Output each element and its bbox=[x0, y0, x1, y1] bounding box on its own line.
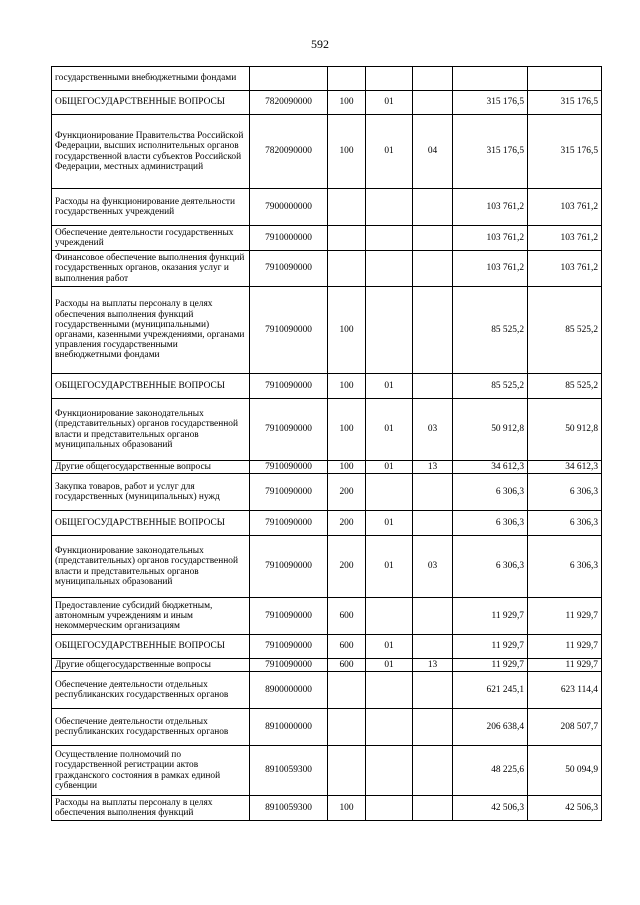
table-row bbox=[52, 251, 602, 287]
cell-target-code: 7910090000 bbox=[250, 598, 328, 635]
cell-subsection: 03 bbox=[413, 399, 453, 461]
cell-amount-1: 85 525,2 bbox=[453, 374, 528, 399]
cell-amount-2: 34 612,3 bbox=[528, 461, 602, 474]
cell-subsection bbox=[413, 746, 453, 796]
table-row bbox=[52, 635, 602, 659]
table-row bbox=[52, 67, 602, 91]
cell-amount-2: 103 761,2 bbox=[528, 189, 602, 226]
cell-expense-type bbox=[328, 226, 366, 251]
cell-name: ОБЩЕГОСУДАРСТВЕННЫЕ ВОПРОСЫ bbox=[52, 635, 250, 659]
cell-expense-type: 100 bbox=[328, 287, 366, 374]
cell-amount-2: 315 176,5 bbox=[528, 91, 602, 115]
cell-target-code bbox=[250, 67, 328, 91]
cell-name: Расходы на функционирование деятельности государственных учреждений bbox=[52, 189, 250, 226]
table-row bbox=[52, 511, 602, 536]
table-row bbox=[52, 374, 602, 399]
cell-section bbox=[366, 251, 413, 287]
cell-expense-type: 200 bbox=[328, 474, 366, 511]
cell-amount-1: 315 176,5 bbox=[453, 91, 528, 115]
table-row bbox=[52, 796, 602, 821]
cell-amount-1: 103 761,2 bbox=[453, 226, 528, 251]
cell-amount-2: 103 761,2 bbox=[528, 251, 602, 287]
cell-target-code: 7910090000 bbox=[250, 659, 328, 672]
cell-subsection bbox=[413, 374, 453, 399]
cell-amount-1: 34 612,3 bbox=[453, 461, 528, 474]
cell-amount-2 bbox=[528, 67, 602, 91]
cell-amount-2: 6 306,3 bbox=[528, 536, 602, 598]
cell-target-code: 7910090000 bbox=[250, 474, 328, 511]
cell-expense-type: 100 bbox=[328, 796, 366, 821]
cell-name: Функционирование Правительства Российской Федерации, высших исполнительных органов государственной власти субъектов Российской Федерации, местных администраций bbox=[52, 115, 250, 189]
table-row bbox=[52, 474, 602, 511]
cell-target-code: 7900000000 bbox=[250, 189, 328, 226]
cell-subsection bbox=[413, 796, 453, 821]
cell-amount-2: 42 506,3 bbox=[528, 796, 602, 821]
cell-target-code: 7910090000 bbox=[250, 287, 328, 374]
cell-expense-type: 100 bbox=[328, 91, 366, 115]
cell-amount-2: 85 525,2 bbox=[528, 287, 602, 374]
cell-amount-1: 103 761,2 bbox=[453, 189, 528, 226]
cell-section bbox=[366, 189, 413, 226]
table-row bbox=[52, 91, 602, 115]
cell-name: Закупка товаров, работ и услуг для государственных (муниципальных) нужд bbox=[52, 474, 250, 511]
cell-subsection bbox=[413, 635, 453, 659]
cell-section bbox=[366, 746, 413, 796]
cell-amount-1: 315 176,5 bbox=[453, 115, 528, 189]
cell-subsection bbox=[413, 91, 453, 115]
cell-expense-type: 100 bbox=[328, 374, 366, 399]
table-row bbox=[52, 746, 602, 796]
cell-name: Расходы на выплаты персоналу в целях обеспечения выполнения функций государственными (муниципальными) органами, казенными учреждениями, органами управления государственными внебюджетными фондами bbox=[52, 287, 250, 374]
cell-expense-type: 200 bbox=[328, 511, 366, 536]
cell-amount-1: 42 506,3 bbox=[453, 796, 528, 821]
cell-section bbox=[366, 474, 413, 511]
cell-subsection: 04 bbox=[413, 115, 453, 189]
cell-target-code: 8910059300 bbox=[250, 746, 328, 796]
cell-expense-type: 600 bbox=[328, 635, 366, 659]
cell-section bbox=[366, 796, 413, 821]
cell-expense-type: 200 bbox=[328, 536, 366, 598]
cell-target-code: 7910090000 bbox=[250, 635, 328, 659]
cell-section bbox=[366, 226, 413, 251]
cell-amount-2: 208 507,7 bbox=[528, 709, 602, 746]
cell-target-code: 7820090000 bbox=[250, 91, 328, 115]
cell-amount-2: 315 176,5 bbox=[528, 115, 602, 189]
cell-target-code: 7820090000 bbox=[250, 115, 328, 189]
cell-expense-type: 100 bbox=[328, 115, 366, 189]
cell-section: 01 bbox=[366, 536, 413, 598]
cell-target-code: 8910000000 bbox=[250, 709, 328, 746]
cell-amount-1: 85 525,2 bbox=[453, 287, 528, 374]
table-row bbox=[52, 115, 602, 189]
cell-subsection bbox=[413, 598, 453, 635]
cell-subsection bbox=[413, 511, 453, 536]
cell-name: Обеспечение деятельности отдельных республиканских государственных органов bbox=[52, 709, 250, 746]
cell-section: 01 bbox=[366, 399, 413, 461]
cell-name: ОБЩЕГОСУДАРСТВЕННЫЕ ВОПРОСЫ bbox=[52, 374, 250, 399]
cell-amount-2: 6 306,3 bbox=[528, 511, 602, 536]
cell-expense-type: 100 bbox=[328, 461, 366, 474]
table-row bbox=[52, 226, 602, 251]
cell-subsection bbox=[413, 189, 453, 226]
cell-amount-1: 206 638,4 bbox=[453, 709, 528, 746]
cell-amount-2: 103 761,2 bbox=[528, 226, 602, 251]
cell-expense-type bbox=[328, 251, 366, 287]
cell-expense-type: 100 bbox=[328, 399, 366, 461]
cell-amount-1: 6 306,3 bbox=[453, 511, 528, 536]
cell-amount-1: 11 929,7 bbox=[453, 598, 528, 635]
cell-expense-type: 600 bbox=[328, 659, 366, 672]
cell-subsection bbox=[413, 672, 453, 709]
cell-subsection: 03 bbox=[413, 536, 453, 598]
cell-subsection bbox=[413, 251, 453, 287]
cell-subsection: 13 bbox=[413, 659, 453, 672]
cell-amount-1: 6 306,3 bbox=[453, 536, 528, 598]
cell-name: ОБЩЕГОСУДАРСТВЕННЫЕ ВОПРОСЫ bbox=[52, 91, 250, 115]
cell-section: 01 bbox=[366, 659, 413, 672]
cell-section bbox=[366, 709, 413, 746]
cell-section: 01 bbox=[366, 115, 413, 189]
cell-expense-type bbox=[328, 67, 366, 91]
cell-target-code: 7910090000 bbox=[250, 461, 328, 474]
cell-section bbox=[366, 598, 413, 635]
cell-amount-1: 48 225,6 bbox=[453, 746, 528, 796]
cell-section: 01 bbox=[366, 374, 413, 399]
cell-amount-1 bbox=[453, 67, 528, 91]
cell-amount-1: 11 929,7 bbox=[453, 635, 528, 659]
cell-target-code: 7910090000 bbox=[250, 251, 328, 287]
table-row bbox=[52, 536, 602, 598]
cell-name: Другие общегосударственные вопросы bbox=[52, 461, 250, 474]
cell-expense-type bbox=[328, 709, 366, 746]
cell-amount-2: 50 094,9 bbox=[528, 746, 602, 796]
table-row bbox=[52, 672, 602, 709]
cell-amount-2: 11 929,7 bbox=[528, 598, 602, 635]
cell-name: ОБЩЕГОСУДАРСТВЕННЫЕ ВОПРОСЫ bbox=[52, 511, 250, 536]
cell-name: Функционирование законодательных (представительных) органов государственной власти и представительных органов муниципальных образований bbox=[52, 399, 250, 461]
page-number: 592 bbox=[311, 37, 329, 51]
table-row bbox=[52, 598, 602, 635]
cell-target-code: 8900000000 bbox=[250, 672, 328, 709]
table-row bbox=[52, 659, 602, 672]
cell-expense-type bbox=[328, 189, 366, 226]
cell-target-code: 7910090000 bbox=[250, 536, 328, 598]
cell-name: Осуществление полномочий по государственной регистрации актов гражданского состояния в рамках единой субвенции bbox=[52, 746, 250, 796]
cell-subsection: 13 bbox=[413, 461, 453, 474]
cell-amount-1: 6 306,3 bbox=[453, 474, 528, 511]
cell-expense-type bbox=[328, 672, 366, 709]
cell-target-code: 7910090000 bbox=[250, 511, 328, 536]
cell-subsection bbox=[413, 709, 453, 746]
cell-name: Другие общегосударственные вопросы bbox=[52, 659, 250, 672]
table-row bbox=[52, 399, 602, 461]
cell-amount-2: 11 929,7 bbox=[528, 635, 602, 659]
cell-name: Предоставление субсидий бюджетным, автономным учреждениям и иным некоммерческим организациям bbox=[52, 598, 250, 635]
cell-section bbox=[366, 672, 413, 709]
cell-amount-2: 6 306,3 bbox=[528, 474, 602, 511]
cell-section: 01 bbox=[366, 511, 413, 536]
cell-subsection bbox=[413, 226, 453, 251]
cell-amount-1: 11 929,7 bbox=[453, 659, 528, 672]
budget-table bbox=[51, 66, 602, 821]
cell-amount-1: 103 761,2 bbox=[453, 251, 528, 287]
cell-subsection bbox=[413, 287, 453, 374]
cell-amount-1: 50 912,8 bbox=[453, 399, 528, 461]
cell-amount-1: 621 245,1 bbox=[453, 672, 528, 709]
cell-amount-2: 623 114,4 bbox=[528, 672, 602, 709]
table-row bbox=[52, 287, 602, 374]
cell-expense-type: 600 bbox=[328, 598, 366, 635]
cell-amount-2: 85 525,2 bbox=[528, 374, 602, 399]
cell-target-code: 8910059300 bbox=[250, 796, 328, 821]
cell-section bbox=[366, 67, 413, 91]
cell-expense-type bbox=[328, 746, 366, 796]
cell-name: Функционирование законодательных (представительных) органов государственной власти и представительных органов муниципальных образований bbox=[52, 536, 250, 598]
cell-name: Расходы на выплаты персоналу в целях обеспечения выполнения функций bbox=[52, 796, 250, 821]
cell-name: Обеспечение деятельности отдельных республиканских государственных органов bbox=[52, 672, 250, 709]
cell-target-code: 7910000000 bbox=[250, 226, 328, 251]
table-body bbox=[52, 67, 602, 821]
cell-section: 01 bbox=[366, 91, 413, 115]
cell-subsection bbox=[413, 67, 453, 91]
cell-subsection bbox=[413, 474, 453, 511]
cell-section: 01 bbox=[366, 461, 413, 474]
cell-section: 01 bbox=[366, 635, 413, 659]
cell-section bbox=[366, 287, 413, 374]
cell-name: государственными внебюджетными фондами bbox=[52, 67, 250, 91]
table-row bbox=[52, 461, 602, 474]
table-row bbox=[52, 189, 602, 226]
cell-name: Обеспечение деятельности государственных учреждений bbox=[52, 226, 250, 251]
cell-name: Финансовое обеспечение выполнения функций государственных органов, оказания услуг и выполнения работ bbox=[52, 251, 250, 287]
cell-target-code: 7910090000 bbox=[250, 399, 328, 461]
cell-amount-2: 11 929,7 bbox=[528, 659, 602, 672]
cell-amount-2: 50 912,8 bbox=[528, 399, 602, 461]
cell-target-code: 7910090000 bbox=[250, 374, 328, 399]
table-row bbox=[52, 709, 602, 746]
